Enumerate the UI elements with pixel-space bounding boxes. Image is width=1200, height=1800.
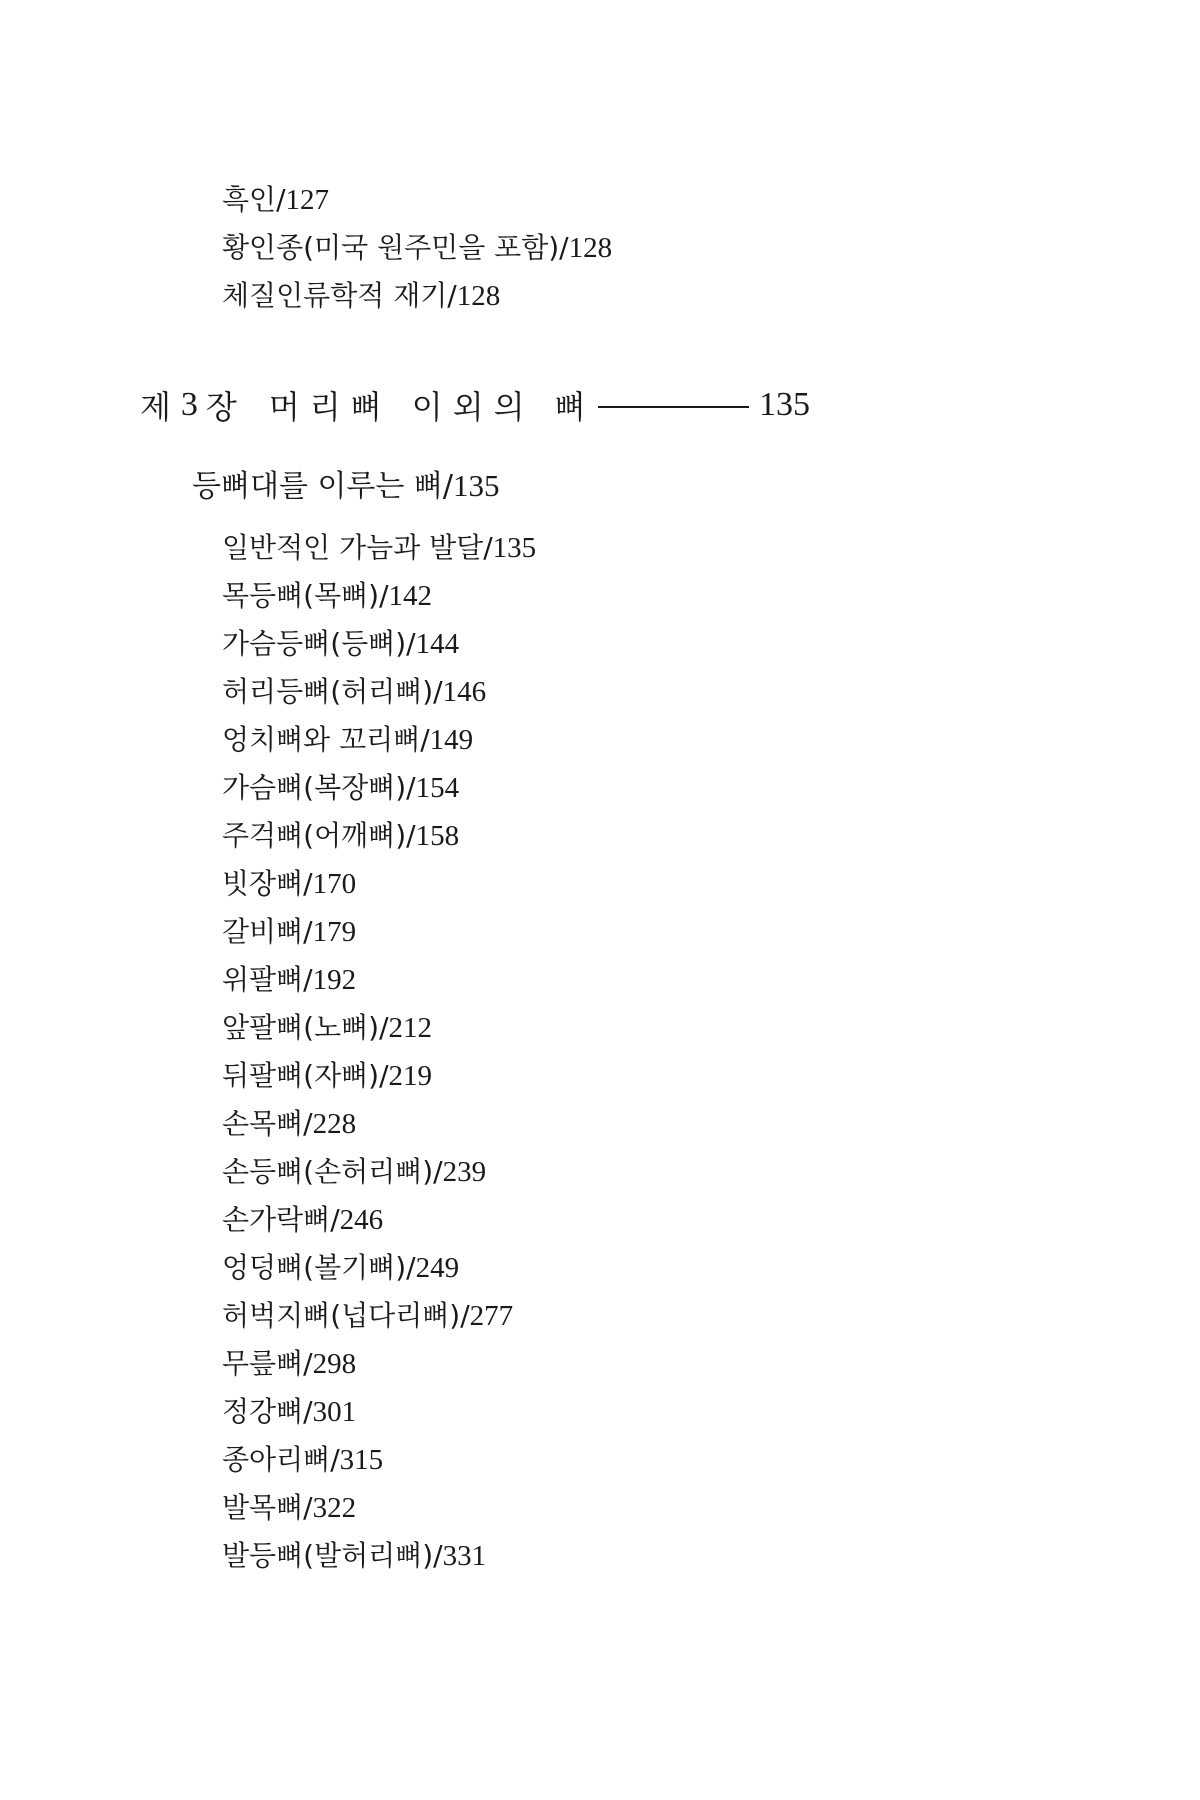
toc-entry[interactable] [222,1152,486,1192]
entry-page: 331 [442,1540,487,1572]
toc-entry[interactable] [222,228,612,268]
toc-entry[interactable] [222,180,329,220]
entry-page: 249 [415,1252,460,1284]
toc-entry[interactable] [222,1248,459,1288]
toc-entry[interactable] [222,528,536,568]
chapter-page: 135 [759,386,810,423]
entry-title: 무릎뼈/ [222,1347,313,1380]
entry-title: 뒤팔뼈(자뼈)/ [222,1059,389,1092]
toc-entry[interactable] [222,1344,356,1384]
toc-entry[interactable] [222,720,473,760]
section-page: 135 [453,468,500,503]
entry-title: 주걱뼈(어깨뼈)/ [222,819,416,852]
entry-title: 손등뼈(손허리뼈)/ [222,1155,443,1188]
entry-page: 322 [312,1492,357,1524]
entry-page: 239 [442,1156,487,1188]
dot-leader [598,406,749,408]
chapter-number: 3 [180,386,198,423]
entry-title: 체질인류학적 재기/ [222,279,457,312]
toc-entry[interactable] [222,1392,356,1432]
entry-page: 246 [339,1204,384,1236]
toc-entry[interactable] [222,672,486,712]
toc-entry[interactable] [222,1104,356,1144]
toc-entry[interactable] [222,1296,513,1336]
toc-entry[interactable] [222,624,459,664]
chapter-suffix: 장 [205,388,239,426]
entry-title: 엉덩뼈(볼기뼈)/ [222,1251,416,1284]
entry-page: 212 [388,1012,433,1044]
toc-entry[interactable] [222,276,500,316]
entry-title: 빗장뼈/ [222,867,313,900]
entry-title: 손가락뼈/ [222,1203,340,1236]
section-title: 등뼈대를 이루는 뼈/ [192,469,454,504]
entry-title: 일반적인 가늠과 발달/ [222,531,493,564]
entry-title: 가슴등뼈(등뼈)/ [222,627,416,660]
entry-page: 315 [339,1444,384,1476]
entry-page: 301 [312,1396,357,1428]
entry-page: 298 [312,1348,357,1380]
toc-entry[interactable] [222,816,459,856]
toc-entry[interactable] [222,1200,383,1240]
entry-title: 위팔뼈/ [222,963,313,996]
toc-entry[interactable] [222,768,459,808]
entry-page: 135 [492,532,537,564]
toc-entry[interactable] [222,1056,432,1096]
toc-entry[interactable] [222,1440,383,1480]
entry-title: 갈비뼈/ [222,915,313,948]
entry-page: 179 [312,916,357,948]
toc-section[interactable] [192,466,500,507]
chapter-title: 머리뼈 이외의 뼈 [268,388,596,426]
entry-title: 발목뼈/ [222,1491,313,1524]
entry-title: 허리등뼈(허리뼈)/ [222,675,443,708]
entry-page: 127 [285,184,330,216]
entry-page: 154 [415,772,460,804]
entry-title: 발등뼈(발허리뼈)/ [222,1539,443,1572]
entry-title: 손목뼈/ [222,1107,313,1140]
toc-entry[interactable] [222,960,356,1000]
entry-title: 흑인/ [222,183,286,216]
entry-title: 가슴뼈(복장뼈)/ [222,771,416,804]
toc-entry[interactable] [222,1008,432,1048]
entry-title: 황인종(미국 원주민을 포함)/ [222,231,569,264]
entry-title: 앞팔뼈(노뼈)/ [222,1011,389,1044]
toc-entry[interactable] [222,576,432,616]
entry-page: 142 [388,580,433,612]
entry-page: 170 [312,868,357,900]
entry-title: 엉치뼈와 꼬리뼈/ [222,723,430,756]
entry-page: 128 [456,280,501,312]
entry-page: 219 [388,1060,433,1092]
entry-page: 144 [415,628,460,660]
entry-page: 149 [429,724,474,756]
entry-title: 종아리뼈/ [222,1443,340,1476]
toc-entry[interactable] [222,1536,486,1576]
chapter-label: 제 [140,388,173,426]
toc-entry[interactable] [222,1488,356,1528]
chapter-heading[interactable] [140,378,810,432]
entry-title: 목등뼈(목뼈)/ [222,579,389,612]
entry-title: 허벅지뼈(넙다리뼈)/ [222,1299,470,1332]
entry-page: 228 [312,1108,357,1140]
entry-page: 146 [442,676,487,708]
entry-page: 128 [568,232,613,264]
entry-title: 정강뼈/ [222,1395,313,1428]
entry-page: 192 [312,964,357,996]
entry-page: 158 [415,820,460,852]
entry-page: 277 [469,1300,514,1332]
toc-entry[interactable] [222,864,356,904]
toc-entry[interactable] [222,912,356,952]
